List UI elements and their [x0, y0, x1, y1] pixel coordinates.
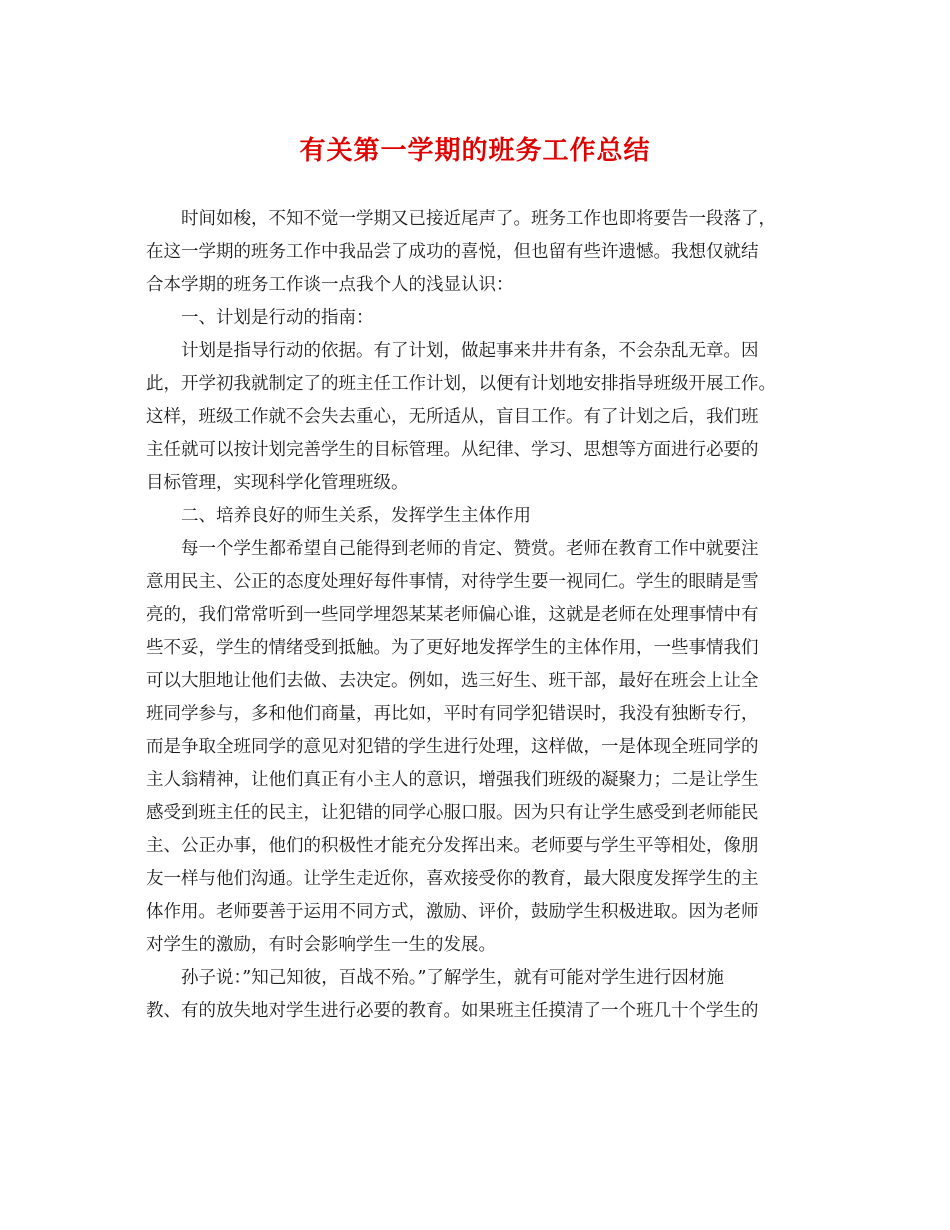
body-line: 亮的，我们常常听到一些同学埋怨某某老师偏心谁，这就是老师在处理事情中有: [146, 605, 759, 625]
body-line: 对学生的激励，有时会影响学生一生的发展。: [146, 935, 496, 955]
body-line: 主人翁精神，让他们真正有小主人的意识，增强我们班级的凝聚力；二是让学生: [146, 770, 759, 790]
body-line: 二、培养良好的师生关系，发挥学生主体作用: [181, 506, 531, 526]
body-line: 时间如梭，不知不觉一学期又已接近尾声了。班务工作也即将要告一段落了，: [181, 209, 776, 229]
body-line: 主任就可以按计划完善学生的目标管理。从纪律、学习、思想等方面进行必要的: [146, 440, 759, 460]
body-line: 感受到班主任的民主，让犯错的同学心服口服。因为只有让学生感受到老师能民: [146, 803, 759, 823]
body-line: 主、公正办事，他们的积极性才能充分发挥出来。老师要与学生平等相处，像朋: [146, 836, 759, 856]
document-body: [146, 203, 806, 1028]
body-line: 计划是指导行动的依据。有了计划，做起事来井井有条，不会杂乱无章。因: [181, 341, 759, 361]
body-line: 一、计划是行动的指南：: [181, 308, 374, 328]
body-line: 孙子说：”知己知彼，百战不殆。”了解学生，就有可能对学生进行因材施: [181, 968, 724, 988]
body-line: 意用民主、公正的态度处理好每件事情，对待学生要一视同仁。学生的眼睛是雪: [146, 572, 759, 592]
body-line: 在这一学期的班务工作中我品尝了成功的喜悦，但也留有些许遗憾。我想仅就结: [146, 242, 759, 262]
body-line: 此，开学初我就制定了的班主任工作计划，以便有计划地安排指导班级开展工作。: [146, 374, 776, 394]
body-line: 可以大胆地让他们去做、去决定。例如，选三好生、班干部，最好在班会上让全: [146, 671, 759, 691]
body-line: 合本学期的班务工作谈一点我个人的浅显认识：: [146, 275, 514, 295]
document-title: 有关第一学期的班务工作总结: [299, 136, 651, 166]
body-line: 而是争取全班同学的意见对犯错的学生进行处理，这样做，一是体现全班同学的: [146, 737, 759, 757]
body-line: 目标管理，实现科学化管理班级。: [146, 473, 409, 493]
body-line: 班同学参与，多和他们商量，再比如，平时有同学犯错误时，我没有独断专行，: [146, 704, 759, 724]
body-line: 每一个学生都希望自己能得到老师的肯定、赞赏。老师在教育工作中就要注: [181, 539, 759, 559]
body-line: 友一样与他们沟通。让学生走近你，喜欢接受你的教育，最大限度发挥学生的主: [146, 869, 759, 889]
body-line: 些不妥，学生的情绪受到抵触。为了更好地发挥学生的主体作用，一些事情我们: [146, 638, 759, 658]
body-line: 教、有的放失地对学生进行必要的教育。如果班主任摸清了一个班几十个学生的: [146, 1001, 759, 1021]
body-line: 体作用。老师要善于运用不同方式，激励、评价，鼓励学生积极进取。因为老师: [146, 902, 759, 922]
body-line: 这样，班级工作就不会失去重心，无所适从，盲目工作。有了计划之后，我们班: [146, 407, 759, 427]
